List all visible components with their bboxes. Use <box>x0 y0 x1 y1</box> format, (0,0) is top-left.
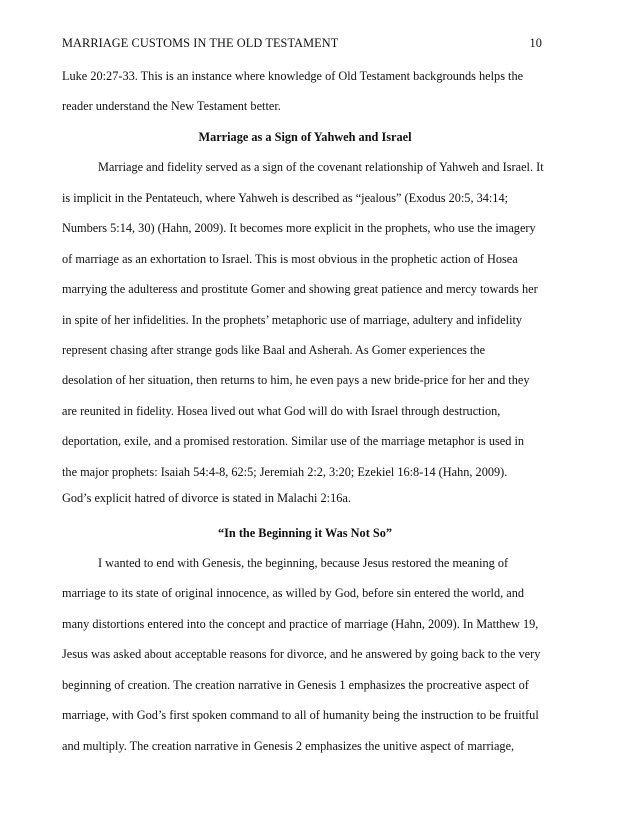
text-line: beginning of creation. The creation narrative in Genesis 1 emphasizes the procreative aspect of <box>62 677 529 692</box>
text-line: and multiply. The creation narrative in Genesis 2 emphasizes the unitive aspect of marriage, <box>62 738 515 753</box>
text-line: reader understand the New Testament better. <box>62 99 281 114</box>
text-line: Marriage and fidelity served as a sign of the covenant relationship of Yahweh and Israel. It <box>98 160 544 175</box>
text-line: in spite of her infidelities. In the prophets’ metaphoric use of marriage, adultery and infidelity <box>62 312 523 327</box>
paragraph-in-the-beginning <box>62 548 548 761</box>
text-line: is implicit in the Pentateuch, where Yahweh is described as “jealous” (Exodus 20:5, 34:14; <box>62 190 509 205</box>
page-number: 10 <box>529 36 542 50</box>
text-line: many distortions entered into the concept and practice of marriage (Hahn, 2009). In Matthew 19, <box>62 616 539 631</box>
text-line: Jesus was asked about acceptable reasons for divorce, and he answered by going back to the very <box>62 647 541 662</box>
text-line: represent chasing after strange gods like Baal and Asherah. As Gomer experiences the <box>62 342 486 357</box>
paragraph-continuation <box>62 61 548 122</box>
text-line: marrying the adulteress and prostitute Gomer and showing great patience and mercy towards her <box>62 282 538 297</box>
section-heading-marriage-sign: Marriage as a Sign of Yahweh and Israel <box>198 129 412 144</box>
text-line: I wanted to end with Genesis, the beginning, because Jesus restored the meaning of <box>98 556 509 570</box>
running-head: MARRIAGE CUSTOMS IN THE OLD TESTAMENT <box>62 36 339 50</box>
section-heading-in-the-beginning: “In the Beginning it Was Not So” <box>217 525 393 540</box>
text-line: desolation of her situation, then returns to him, he even pays a new bride-price for her and they <box>62 373 530 388</box>
text-line: deportation, exile, and a promised restoration. Similar use of the marriage metaphor is used in <box>62 434 525 449</box>
text-line: the major prophets: Isaiah 54:4-8, 62:5; Jeremiah 2:2, 3:20; Ezekiel 16:8-14 (Hahn, 2009). <box>62 464 508 479</box>
text-line: Luke 20:27-33. This is an instance where knowledge of Old Testament backgrounds helps the <box>62 69 524 83</box>
body-text <box>62 61 548 761</box>
text-line: marriage, with God’s first spoken command to all of humanity being the instruction to be fruitful <box>62 708 539 723</box>
text-line: of marriage as an exhortation to Israel. This is most obvious in the prophetic action of Hosea <box>62 251 518 266</box>
text-line: God’s explicit hatred of divorce is stated in Malachi 2:16a. <box>62 491 351 506</box>
text-line: marriage to its state of original innocence, as willed by God, before sin entered the world, and <box>62 586 525 601</box>
text-line: Numbers 5:14, 30) (Hahn, 2009). It becomes more explicit in the prophets, who use the imagery <box>62 221 536 236</box>
paragraph-marriage-sign <box>62 152 548 517</box>
text-line: are reunited in fidelity. Hosea lived out what God will do with Israel through destruction, <box>62 403 501 418</box>
